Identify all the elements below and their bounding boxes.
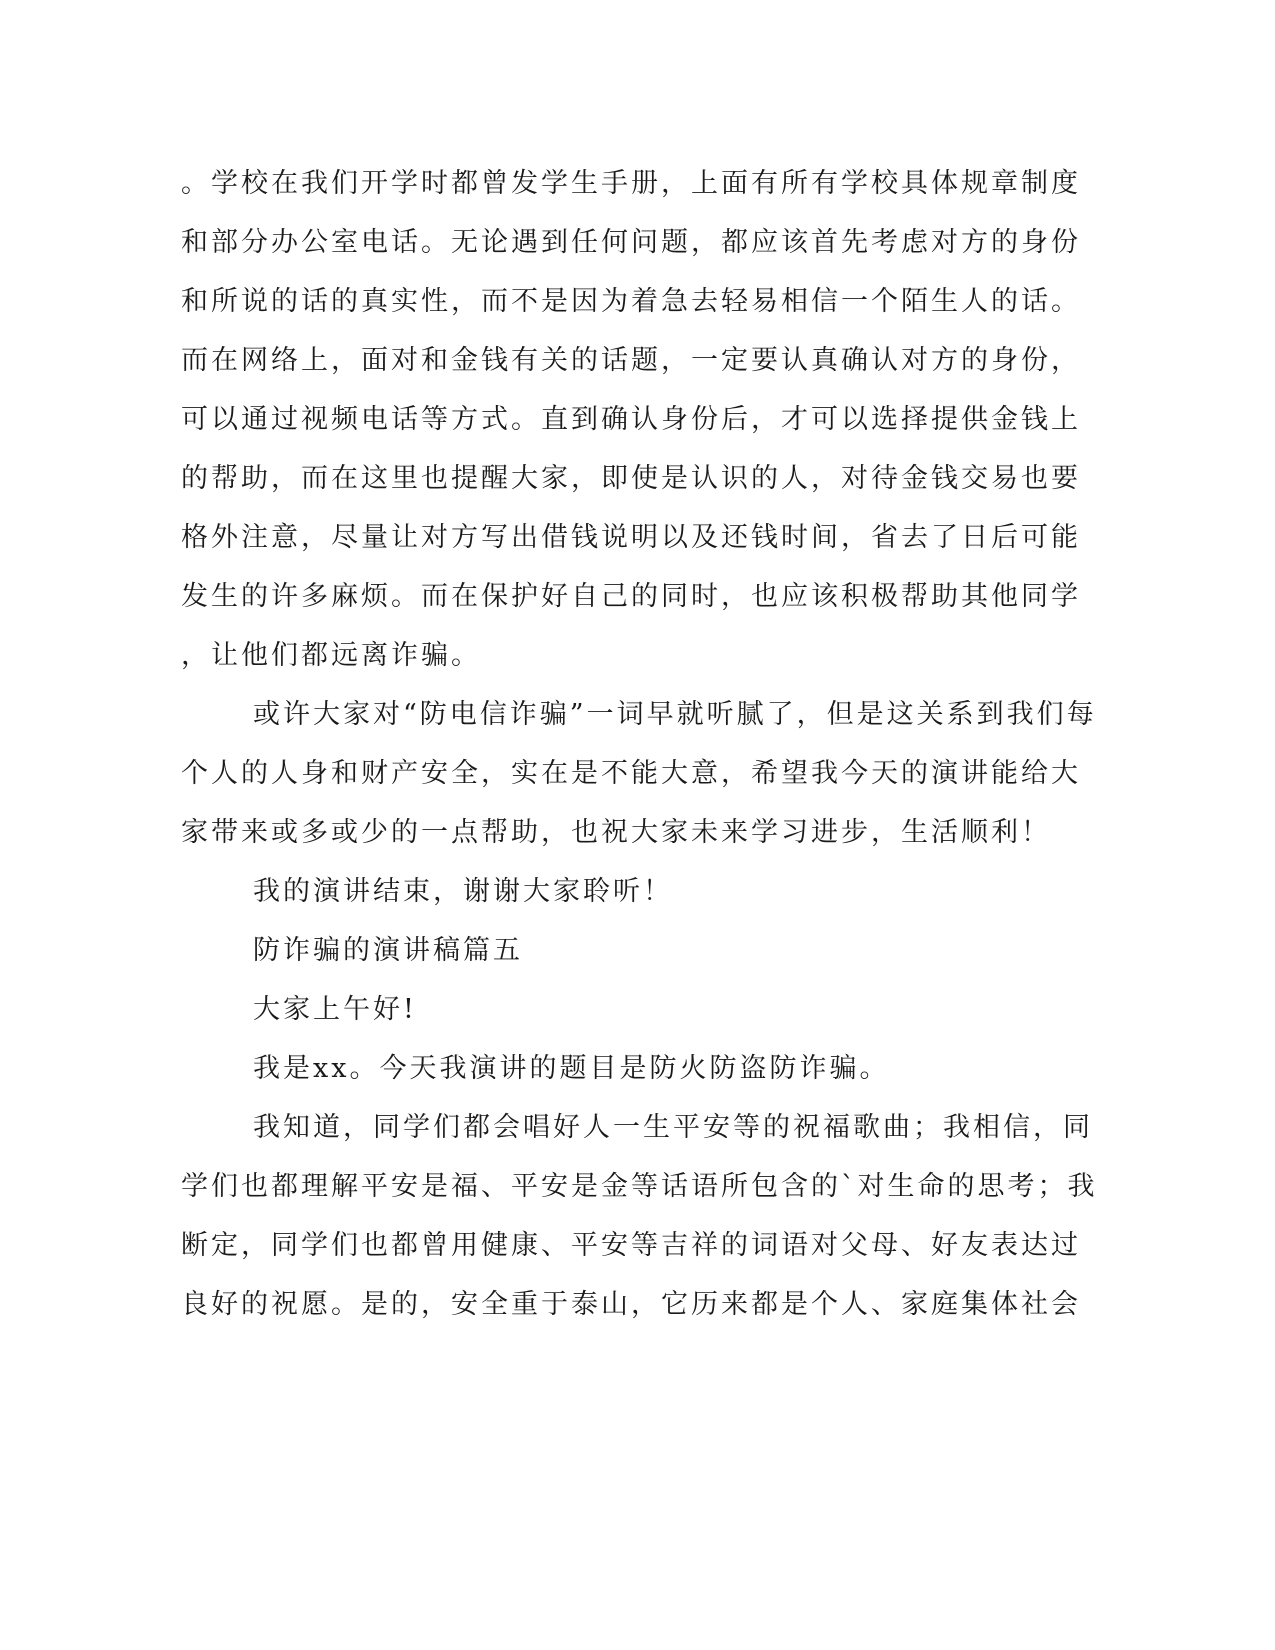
text-line: ，让他们都远离诈骗。 — [181, 640, 481, 671]
text-line: 发生的许多麻烦。而在保护好自己的同时，也应该积极帮助其他同学 — [181, 581, 1081, 612]
text-line: 良好的祝愿。是的，安全重于泰山，它历来都是个人、家庭集体社会 — [181, 1289, 1081, 1320]
text-line: 个人的人身和财产安全，实在是不能大意，希望我今天的演讲能给大 — [181, 758, 1081, 789]
text-line: 和所说的话的真实性，而不是因为着急去轻易相信一个陌生人的话。 — [181, 286, 1081, 317]
text-line: 。学校在我们开学时都曾发学生手册，上面有所有学校具体规章制度 — [181, 168, 1081, 199]
section-heading: 防诈骗的演讲稿篇五 — [253, 935, 523, 966]
text-line: 和部分办公室电话。无论遇到任何问题，都应该首先考虑对方的身份 — [181, 227, 1081, 258]
text-line: 的帮助，而在这里也提醒大家，即使是认识的人，对待金钱交易也要 — [181, 463, 1081, 494]
text-line: 家带来或多或少的一点帮助，也祝大家未来学习进步，生活顺利！ — [181, 817, 1051, 848]
text-line: 格外注意，尽量让对方写出借钱说明以及还钱时间，省去了日后可能 — [181, 522, 1081, 553]
text-line: 或许大家对“防电信诈骗”一词早就听腻了，但是这关系到我们每 — [253, 699, 1097, 730]
text-line: 我的演讲结束，谢谢大家聆听！ — [253, 876, 673, 907]
text-line: 断定，同学们也都曾用健康、平安等吉祥的词语对父母、好友表达过 — [181, 1230, 1081, 1261]
document-body — [181, 154, 1098, 1334]
text-line: 大家上午好! — [253, 994, 417, 1025]
text-line: 我是xx。今天我演讲的题目是防火防盗防诈骗。 — [253, 1053, 890, 1084]
text-line: 可以通过视频电话等方式。直到确认身份后，才可以选择提供金钱上 — [181, 404, 1081, 435]
text-line: 学们也都理解平安是福、平安是金等话语所包含的`对生命的思考；我 — [181, 1171, 1098, 1202]
text-line: 我知道，同学们都会唱好人一生平安等的祝福歌曲；我相信，同 — [253, 1112, 1093, 1143]
text-line: 而在网络上，面对和金钱有关的话题，一定要认真确认对方的身份， — [181, 345, 1081, 376]
